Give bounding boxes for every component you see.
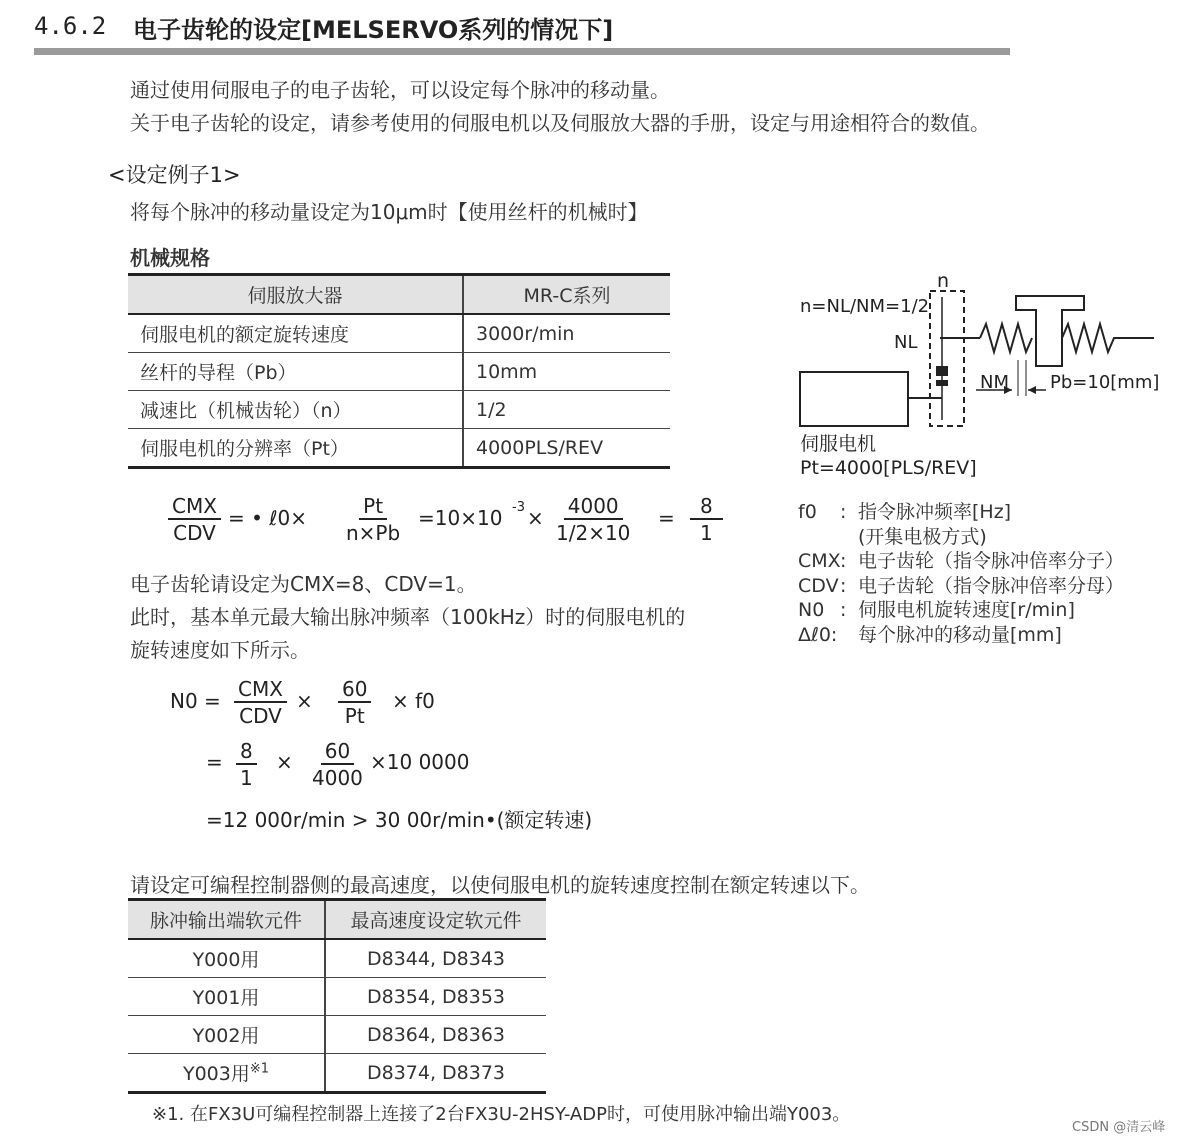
table-cell bbox=[128, 939, 325, 978]
output-device: Y001用 bbox=[192, 987, 260, 1009]
output-device: Y000用 bbox=[192, 949, 260, 971]
formula-lhs: N0 = bbox=[170, 689, 221, 713]
numerator: 8 bbox=[236, 739, 257, 765]
gear-mark bbox=[936, 380, 948, 386]
speed-intro-line-2: 旋转速度如下所示。 bbox=[130, 638, 310, 662]
legend-separator: : bbox=[840, 599, 847, 621]
spec-heading: 机械规格 bbox=[130, 246, 210, 270]
instruction-text: 请设定可编程控制器侧的最高速度，以使伺服电机的旋转速度控制在额定转速以下。 bbox=[130, 873, 870, 897]
numerator: Pt bbox=[359, 494, 387, 520]
table-row bbox=[128, 353, 670, 391]
example-title: <设定例子1> bbox=[108, 163, 241, 187]
nl-label: NL bbox=[894, 332, 918, 353]
fraction-cmx-cdv-2 bbox=[234, 677, 287, 729]
table-header-row bbox=[128, 275, 670, 315]
table-header-row bbox=[128, 900, 546, 940]
denominator: 1 bbox=[240, 766, 253, 790]
section-number: 4.6.2 bbox=[34, 12, 107, 40]
fraction-8-1 bbox=[236, 739, 257, 791]
mechanism-diagram bbox=[790, 262, 1170, 492]
title-underline bbox=[34, 48, 1010, 55]
formula-operator: = bbox=[658, 506, 675, 530]
table-row bbox=[128, 1054, 546, 1093]
n-label: n bbox=[937, 270, 950, 292]
numerator: 4000 bbox=[564, 494, 623, 520]
spec-table bbox=[128, 273, 670, 469]
table-cell: 4000PLS/REV bbox=[463, 429, 670, 468]
table-cell: D8344, D8343 bbox=[325, 939, 546, 978]
watermark: CSDN @清云峰 bbox=[1072, 1120, 1166, 1135]
denominator: 1 bbox=[700, 521, 713, 545]
intro-line-2: 关于电子齿轮的设定，请参考使用的伺服电机以及伺服放大器的手册，设定与用途相符合的数值。 bbox=[130, 111, 990, 135]
formula-operator: × f0 bbox=[392, 689, 435, 713]
table-cell: 伺服电机的分辨率（Pt） bbox=[128, 429, 463, 468]
device-table bbox=[128, 898, 546, 1094]
formula-exponent: -3 bbox=[512, 500, 525, 515]
speed-intro-line: 此时，基本单元最大输出脉冲频率（100kHz）时的伺服电机的 bbox=[130, 605, 686, 629]
table-cell: 伺服电机的额定旋转速度 bbox=[128, 314, 463, 353]
legend-item bbox=[798, 623, 1124, 648]
denominator: 1/2×10 bbox=[556, 521, 631, 545]
legend-text: (开集电极方式) bbox=[858, 525, 987, 548]
slide-table bbox=[1016, 296, 1084, 366]
screw-thread-left bbox=[980, 324, 1032, 352]
table-cell: 丝杆的导程（Pb） bbox=[128, 353, 463, 391]
legend-symbol: CMX bbox=[798, 550, 841, 572]
formula-operator: = • ℓ0× bbox=[228, 506, 308, 530]
formula-operator: ×10 0000 bbox=[370, 750, 470, 774]
fraction-cmx-cdv bbox=[168, 494, 221, 546]
intro-line-1: 通过使用伺服电子的电子齿轮，可以设定每个脉冲的移动量。 bbox=[130, 78, 670, 102]
output-device: Y003用 bbox=[182, 1063, 250, 1085]
denominator: CDV bbox=[173, 521, 216, 545]
formula-operator: × bbox=[296, 689, 313, 713]
servo-motor-shape bbox=[800, 372, 908, 426]
formula-operator: = bbox=[206, 750, 223, 774]
table-cell: D8374, D8373 bbox=[325, 1054, 546, 1093]
numerator: CMX bbox=[168, 494, 221, 520]
table-row bbox=[128, 978, 546, 1016]
gear-mark bbox=[936, 366, 948, 376]
formula-operator: =10×10 bbox=[418, 506, 503, 530]
denominator: 4000 bbox=[312, 766, 363, 790]
table-row bbox=[128, 1016, 546, 1054]
table-row bbox=[128, 429, 670, 468]
section-title: 电子齿轮的设定[MELSERVO系列的情况下] bbox=[133, 16, 614, 44]
pb-label: Pb=10[mm] bbox=[1050, 372, 1160, 393]
legend-symbol: CDV bbox=[798, 574, 839, 597]
table-header-cell: MR-C系列 bbox=[463, 275, 670, 315]
pt-label: Pt=4000[PLS/REV] bbox=[800, 457, 977, 479]
gear-setting-line: 电子齿轮请设定为CMX=8、CDV=1。 bbox=[130, 572, 477, 596]
legend-separator: : bbox=[840, 550, 847, 572]
nm-label: NM bbox=[980, 372, 1009, 393]
legend-item bbox=[798, 500, 1124, 525]
legend-symbol: f0 bbox=[798, 501, 817, 523]
numerator: CMX bbox=[234, 677, 287, 703]
screw-thread-right bbox=[1062, 324, 1154, 352]
legend-item bbox=[798, 598, 1124, 623]
denominator: n×Pb bbox=[346, 521, 401, 545]
formula-operator: × bbox=[527, 506, 544, 530]
fraction-pt-npb bbox=[342, 494, 404, 546]
table-cell: D8364, D8363 bbox=[325, 1016, 546, 1054]
table-cell bbox=[128, 978, 325, 1016]
denominator: Pt bbox=[344, 704, 365, 728]
denominator: CDV bbox=[239, 704, 282, 728]
fraction-result bbox=[690, 494, 723, 546]
numerator: 60 bbox=[321, 739, 354, 765]
legend-text: 伺服电机旋转速度[r/min] bbox=[858, 599, 1075, 621]
formula-result-line: =12 000r/min > 30 00r/min•(额定转速) bbox=[206, 808, 593, 832]
symbol-legend bbox=[798, 500, 1124, 647]
legend-separator: : bbox=[840, 574, 847, 597]
gear-ratio-label: n=NL/NM=1/2 bbox=[800, 296, 930, 317]
table-cell bbox=[128, 1016, 325, 1054]
table-cell: 1/2 bbox=[463, 391, 670, 429]
legend-item bbox=[798, 549, 1124, 574]
legend-separator: : bbox=[840, 501, 847, 523]
table-cell bbox=[128, 1054, 325, 1093]
example-description: 将每个脉冲的移动量设定为10μm时【使用丝杆的机械时】 bbox=[130, 200, 648, 224]
table-header-cell: 脉冲输出端软元件 bbox=[128, 900, 325, 940]
legend-text: 电子齿轮（指令脉冲倍率分母） bbox=[858, 574, 1125, 597]
table-cell: 减速比（机械齿轮）（n） bbox=[128, 391, 463, 429]
numerator: 8 bbox=[690, 494, 723, 520]
footnote-mark: ※1 bbox=[249, 1061, 270, 1077]
table-cell: D8354, D8353 bbox=[325, 978, 546, 1016]
table-cell: 3000r/min bbox=[463, 314, 670, 353]
motor-label: 伺服电机 bbox=[800, 433, 877, 455]
legend-symbol: N0 bbox=[798, 599, 825, 621]
legend-text: 电子齿轮（指令脉冲倍率分子） bbox=[858, 550, 1125, 572]
table-header-cell: 伺服放大器 bbox=[128, 275, 463, 315]
fraction-60-4000 bbox=[308, 739, 367, 791]
legend-symbol: Δℓ0: bbox=[798, 623, 838, 646]
table-row bbox=[128, 939, 546, 978]
legend-text: 每个脉冲的移动量[mm] bbox=[858, 623, 1062, 646]
numerator: 60 bbox=[338, 677, 371, 703]
gear-box bbox=[930, 291, 964, 426]
table-row bbox=[128, 314, 670, 353]
legend-text: 指令脉冲频率[Hz] bbox=[858, 501, 1012, 523]
table-row bbox=[128, 391, 670, 429]
arrow-head bbox=[1028, 386, 1036, 394]
output-device: Y002用 bbox=[192, 1025, 260, 1047]
table-header-cell: 最高速度设定软元件 bbox=[325, 900, 546, 940]
table-cell: 10mm bbox=[463, 353, 670, 391]
footnote: ※1. 在FX3U可编程控制器上连接了2台FX3U-2HSY-ADP时，可使用脉冲输出端Y003。 bbox=[152, 1104, 851, 1125]
fraction-4000 bbox=[552, 494, 634, 546]
formula-operator: × bbox=[276, 750, 293, 774]
legend-item bbox=[798, 574, 1124, 599]
legend-item bbox=[798, 525, 1124, 550]
fraction-60-pt bbox=[338, 677, 371, 729]
